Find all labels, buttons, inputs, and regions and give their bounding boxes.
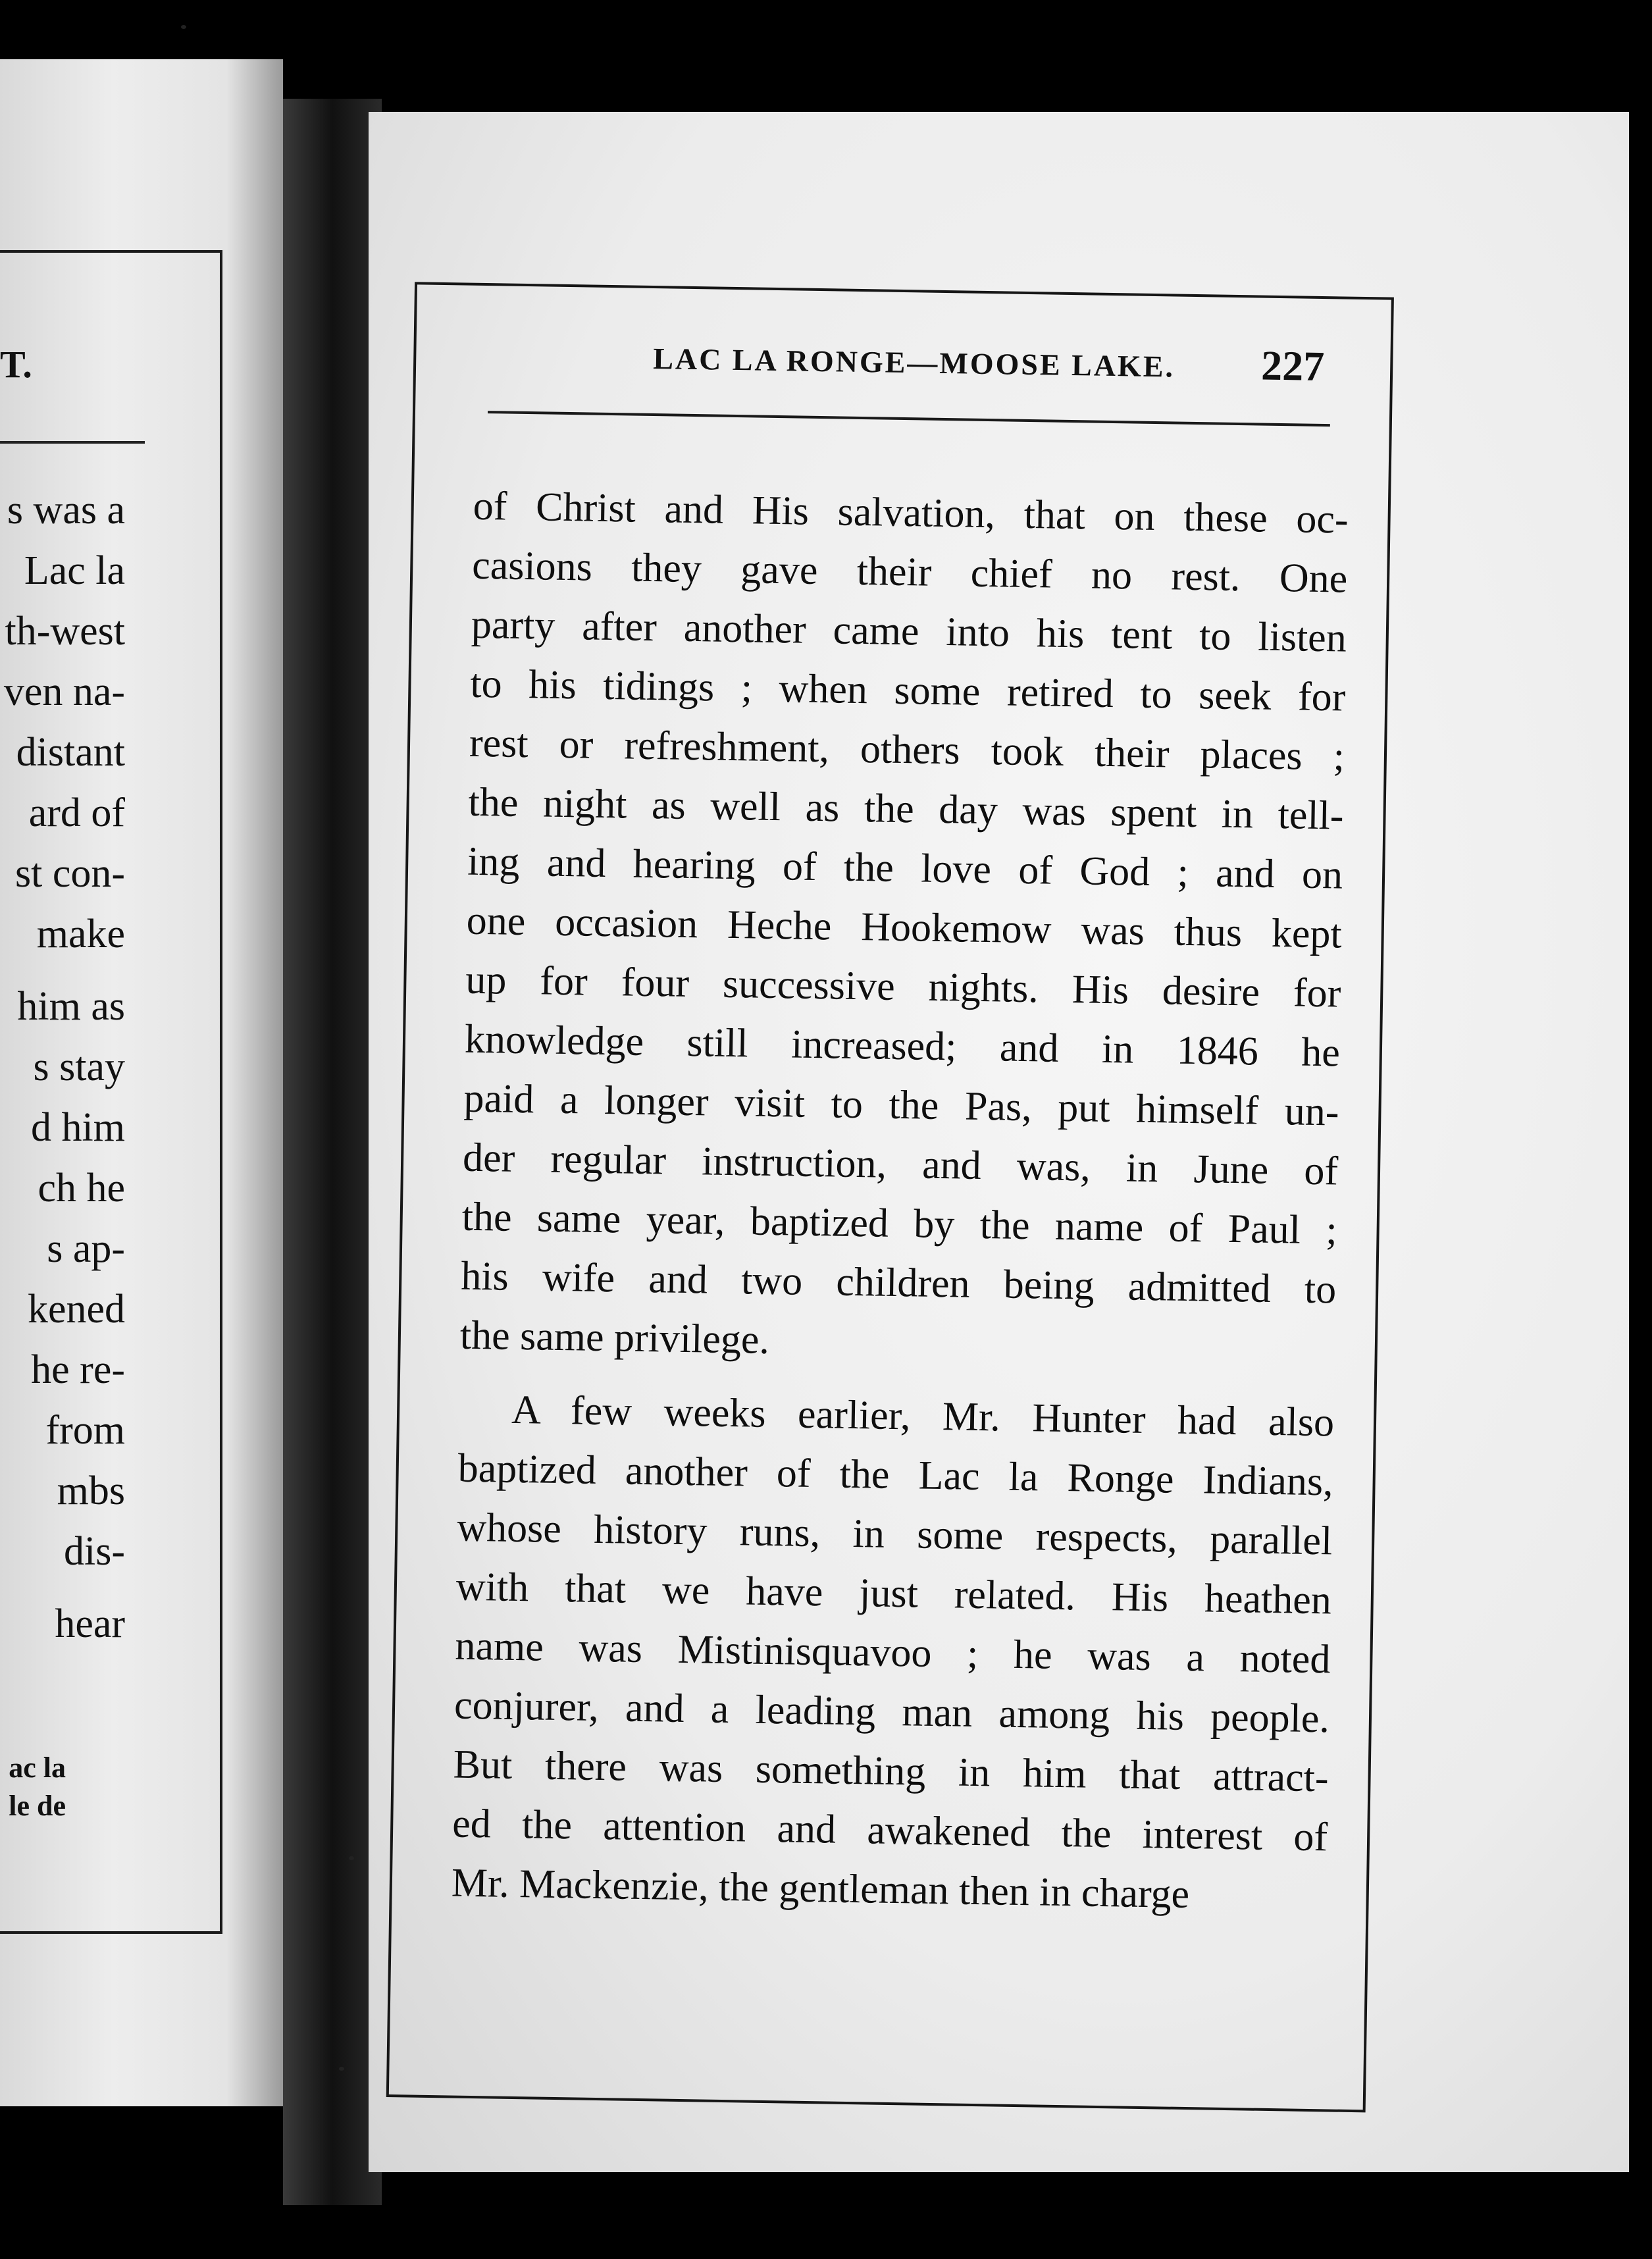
text-line: party after another came into his tent to listen: [471, 602, 1347, 661]
scan-speck: [349, 1856, 354, 1860]
text-line: paid a longer visit to the Pas, put himself un-: [463, 1076, 1339, 1135]
page-text-frame: [386, 282, 1394, 2112]
text-line: to his tidings ; when some retired to seek for: [469, 661, 1346, 720]
page-body-text: [451, 477, 1349, 1927]
text-line: the same year, baptized by the name of Paul ;: [461, 1194, 1338, 1253]
footnote-line: le de: [9, 1790, 66, 1822]
text-line: him as: [17, 984, 125, 1029]
text-line: Lac la: [24, 548, 125, 593]
book-gutter-shadow: [283, 99, 382, 2205]
text-line: But there was something in him that attract-: [453, 1742, 1329, 1801]
text-line: name was Mistinisquavoo ; he was a noted: [455, 1623, 1331, 1682]
text-line: knowledge still increased; and in 1846 he: [464, 1016, 1341, 1076]
footnote-line: ac la: [9, 1752, 66, 1784]
scan-speck: [181, 25, 186, 29]
text-line: mbs: [57, 1468, 125, 1513]
text-line: distant: [16, 730, 125, 775]
text-line: rest or refreshment, others took their places ;: [469, 720, 1345, 779]
previous-page-text: [0, 487, 125, 1661]
text-line: whose history runs, in some respects, parallel: [456, 1505, 1333, 1564]
previous-page-rule: [0, 441, 145, 444]
page-number: 227: [1260, 342, 1325, 390]
text-line: der regular instruction, and was, in June of: [462, 1135, 1339, 1194]
text-line: conjurer, and a leading man among his people.: [453, 1682, 1330, 1742]
text-line: ven na-: [3, 669, 125, 714]
text-line: up for four successive nights. His desire for: [465, 957, 1341, 1016]
text-line: he re-: [31, 1347, 125, 1392]
running-title: LAC LA RONGE—MOOSE LAKE.: [652, 342, 1175, 384]
text-line: st con-: [14, 851, 125, 896]
text-line: dis-: [64, 1529, 125, 1574]
text-line: the same privilege.: [459, 1312, 770, 1363]
text-line: baptized another of the Lac la Ronge Indians,: [457, 1445, 1334, 1505]
text-line: his wife and two children being admitted to: [460, 1253, 1337, 1312]
text-line: ch he: [38, 1166, 125, 1210]
previous-page: [0, 59, 283, 2106]
text-line: A few weeks earlier, Mr. Hunter had also: [511, 1387, 1335, 1445]
text-line: s stay: [33, 1045, 125, 1089]
previous-page-footnote: [0, 1751, 66, 1827]
header-rule: [488, 411, 1330, 427]
running-head: [488, 325, 1338, 398]
scan-speck: [339, 2067, 344, 2071]
text-line: kened: [27, 1287, 125, 1332]
text-line: d him: [31, 1105, 125, 1150]
text-line: s was a: [7, 488, 125, 532]
current-page: [369, 112, 1629, 2172]
text-line: ard of: [28, 791, 125, 835]
text-line: of Christ and His salvation, that on these oc-: [473, 483, 1349, 542]
text-line: Mr. Mackenzie, the gentleman then in charge: [451, 1860, 1190, 1917]
text-line: the night as well as the day was spent in tell-: [468, 779, 1345, 839]
text-line: casions they gave their chief no rest. One: [471, 542, 1348, 602]
text-line: make: [36, 912, 125, 956]
text-line: s ap-: [47, 1226, 125, 1271]
text-line: ing and hearing of the love of God ; and on: [467, 839, 1343, 898]
text-line: ed the attention and awakened the interest of: [452, 1801, 1328, 1860]
text-line: with that we have just related. His heathen: [455, 1564, 1332, 1623]
text-line: hear: [55, 1601, 125, 1646]
text-line: from: [45, 1408, 125, 1453]
previous-page-header-fragment: T.: [0, 343, 32, 386]
text-line: th-west: [5, 609, 125, 654]
text-line: one occasion Heche Hookemow was thus kept: [466, 898, 1343, 957]
